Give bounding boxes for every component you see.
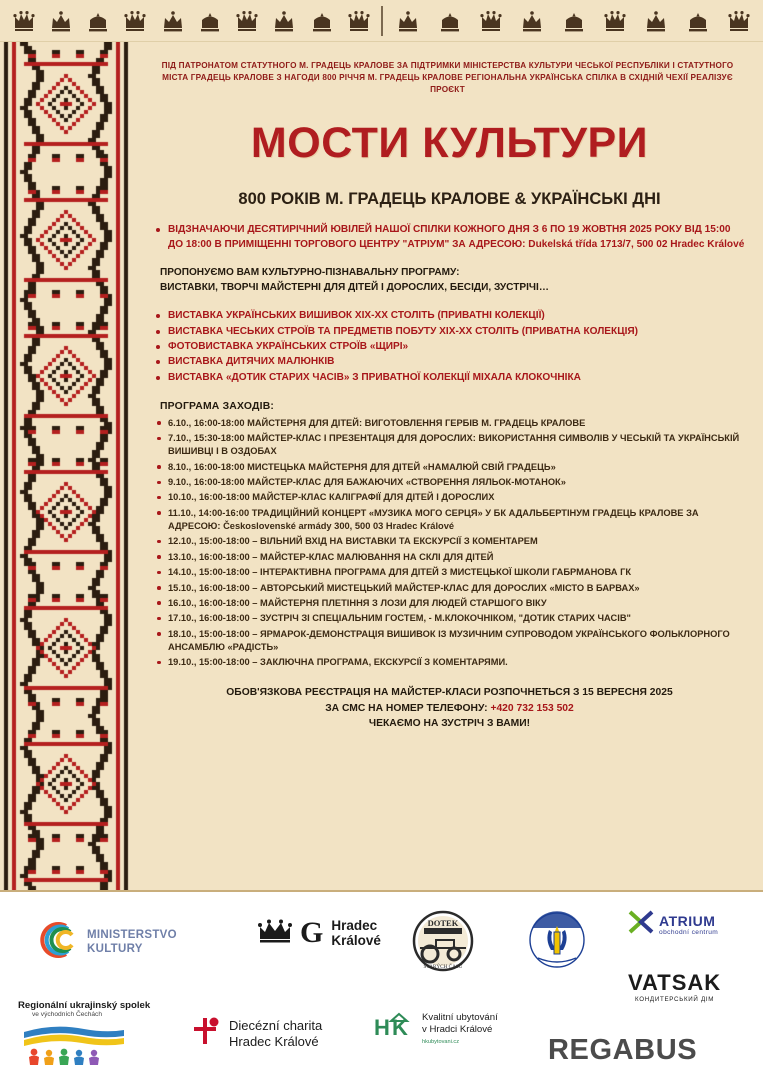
crown-icon — [13, 11, 33, 31]
vatsak-name: VATSAK — [628, 970, 722, 995]
crown-icon — [604, 11, 624, 31]
hradec-g-letter: G — [300, 915, 324, 949]
list-item: 9.10., 16:00-18:00 МАЙСТЕР-КЛАС ДЛЯ БАЖАЮЧИХ «СТВОРЕННЯ ЛЯЛЬОК-МОТАНОК» — [154, 476, 745, 489]
crown-icon — [645, 11, 665, 31]
dotek-sub-label: STARÝCH ČASŮ — [423, 964, 463, 970]
union-name: Regionální ukrajinský spolek — [18, 1000, 151, 1011]
svg-text:K: K — [392, 1015, 408, 1040]
atrium-name: ATRIUM — [659, 913, 716, 929]
union-figures-icon — [18, 1053, 130, 1070]
registration-line-3: ЧЕКАЄМО НА ЗУСТРІЧ З ВАМИ! — [368, 718, 531, 730]
phone-number: +420 732 153 502 — [490, 702, 574, 714]
dotek-label: DOTEK — [427, 918, 459, 928]
ministry-c-mark-icon — [36, 920, 80, 965]
crown-icon — [397, 11, 417, 31]
program-intro-section — [154, 266, 745, 295]
atrium-logo[interactable] — [628, 910, 718, 939]
intro-section — [154, 223, 745, 252]
crown-border-strip — [0, 0, 763, 42]
hradec-logo-text: Hradec Králové — [331, 918, 381, 949]
union-subtitle: ve východních Čechách — [32, 1011, 103, 1018]
crown-icon — [199, 11, 219, 31]
list-item: 7.10., 15:30-18:00 МАЙСТЕР-КЛАС І ПРЕЗЕНТАЦІЯ ДЛЯ ДОРОСЛИХ: ВИКОРИСТАННЯ СИМВОЛІВ У ЧЕСЬКІЙ ТА УКРАЇНСЬКІЙ ВИШИВЦІ І В ОЗДОБАХ — [154, 432, 745, 458]
crown-icon — [273, 11, 293, 31]
patronage-text: ПІД ПАТРОНАТОМ СТАТУТНОГО М. ГРАДЕЦЬ КРАЛОВЕ ЗА ПІДТРИМКИ МІНІСТЕРСТВА КУЛЬТУРИ ЧЕСЬКОЇ РЕСПУБЛІКИ І СТАТУТНОГО МІСТА ГРАДЕЦЬ КРАЛОВЕ З НАГОДИ 800 РІЧЧЯ М. ГРАДЕЦЬ КРАЛОВЕ РЕГІОНАЛЬНА УКРАЇНСЬКА СПІЛКА В СХІДНІЙ ЧЕХІЇ РЕАЛІЗУЄ ПРОЄКТ — [161, 61, 734, 94]
crown-group-left — [0, 0, 381, 41]
list-item: 16.10., 16:00-18:00 – МАЙСТЕРНЯ ПЛЕТІННЯ З ЛОЗИ ДЛЯ ЛЮДЕЙ СТАРШОГО ВІКУ — [154, 597, 745, 610]
crown-group-right — [383, 0, 763, 41]
program-heading: ПРОГРАМА ЗАХОДІВ: — [160, 400, 275, 412]
kvalitni-ubytovani-logo[interactable] — [372, 1010, 498, 1049]
list-item: ВИСТАВКА УКРАЇНСЬКИХ ВИШИВОК XIX-XX СТОЛІТЬ (ПРИВАТНІ КОЛЕКЦІЇ) — [154, 309, 745, 323]
regabus-name: REGABUS — [548, 1034, 698, 1066]
ukrainian-consulate-emblem[interactable] — [524, 910, 590, 981]
list-item: 15.10., 16:00-18:00 – АВТОРСЬКИЙ МИСТЕЦЬКИЙ МАЙСТЕР-КЛАС ДЛЯ ДОРОСЛИХ «МІСТО В БАРВАХ» — [154, 582, 745, 595]
kvalitni-text: Kvalitní ubytování v Hradci Králové hkubytovani.cz — [422, 1011, 498, 1046]
registration-note — [154, 685, 745, 731]
svg-text:H: H — [374, 1015, 390, 1040]
dotek-starych-casu-logo[interactable] — [406, 910, 480, 977]
registration-line-1: ОБОВ'ЯЗКОВА РЕЄСТРАЦІЯ НА МАЙСТЕР-КЛАСИ РОЗПОЧНЕТЬСЯ З 15 ВЕРЕСНЯ 2025 — [226, 687, 673, 699]
vatsak-logo[interactable] — [628, 970, 721, 1003]
poster-subtitle: 800 РОКІВ М. ГРАДЕЦЬ КРАЛОВЕ & УКРАЇНСЬКІ ДНІ — [238, 189, 661, 208]
list-item: ФОТОВИСТАВКА УКРАЇНСЬКИХ СТРОЇВ «ЩИРІ» — [154, 340, 745, 354]
crown-icon — [87, 11, 107, 31]
program-schedule-list — [154, 417, 745, 669]
hk-house-icon — [372, 1010, 414, 1049]
list-item: ВИСТАВКА «ДОТИК СТАРИХ ЧАСІВ» З ПРИВАТНОЇ КОЛЕКЦІЇ МІХАЛА КЛОКОЧНІКА — [154, 371, 745, 385]
hradec-kralove-logo[interactable] — [258, 915, 381, 949]
intro-bullet-list — [154, 223, 745, 252]
list-item: 10.10., 16:00-18:00 МАЙСТЕР-КЛАС КАЛІГРАФІЇ ДЛЯ ДІТЕЙ І ДОРОСЛИХ — [154, 491, 745, 504]
crown-icon — [563, 11, 583, 31]
charita-cross-icon — [190, 1016, 220, 1051]
list-item: 18.10., 15:00-18:00 – ЯРМАРОК-ДЕМОНСТРАЦІЯ ВИШИВОК ІЗ МУЗИЧНИМ СУПРОВОДОМ УКРАЇНСЬКОГО ФОЛЬКЛОРНОГО АНСАМБЛЮ «РАДІСТЬ» — [154, 628, 745, 654]
crown-strip-divider — [381, 6, 383, 36]
crown-icon — [521, 11, 541, 31]
crown-icon — [124, 11, 144, 31]
crown-icon — [439, 11, 459, 31]
list-item: 13.10., 16:00-18:00 – МАЙСТЕР-КЛАС МАЛЮВАННЯ НА СКЛІ ДЛЯ ДІТЕЙ — [154, 551, 745, 564]
list-item: 14.10., 15:00-18:00 – ІНТЕРАКТИВНА ПРОГРАМА ДЛЯ ДІТЕЙ З МИСТЕЦЬКОЇ ШКОЛИ ГАБРМАНОВА ГК — [154, 566, 745, 579]
list-item: 6.10., 16:00-18:00 МАЙСТЕРНЯ ДЛЯ ДІТЕЙ: ВИГОТОВЛЕННЯ ГЕРБІВ М. ГРАДЕЦЬ КРАЛОВЕ — [154, 417, 745, 430]
atrium-subtitle: obchodní centrum — [659, 929, 719, 936]
registration-line-2 — [154, 701, 745, 716]
regional-ukrainian-union-logo[interactable] — [18, 1000, 150, 1071]
list-item: 11.10., 14:00-16:00 ТРАДИЦІЙНИЙ КОНЦЕРТ «МУЗИКА МОГО СЕРЦЯ» У БК АДАЛЬБЕРТІНУМ ГРАДЕЦЬ КРАЛОВЕ ЗА АДРЕСОЮ: Československé armády 300, 500 03 Hradec Králové — [154, 507, 745, 533]
crown-icon — [687, 11, 707, 31]
crown-icon — [236, 11, 256, 31]
crown-icon — [50, 11, 70, 31]
page-title: МОСТИ КУЛЬТУРИ — [250, 118, 649, 167]
atrium-x-icon — [628, 910, 654, 939]
list-item: ВИСТАВКА ЧЕСЬКИХ СТРОЇВ ТА ПРЕДМЕТІВ ПОБУТУ XIX-XX СТОЛІТЬ (ПРИВАТНА КОЛЕКЦІЯ) — [154, 325, 745, 339]
sms-label: ЗА СМС НА НОМЕР ТЕЛЕФОНУ: — [325, 702, 491, 714]
crown-icon — [480, 11, 500, 31]
regabus-logo[interactable] — [548, 1034, 697, 1067]
exhibition-bullet-list — [154, 309, 745, 385]
list-item: 12.10., 15:00-18:00 – ВІЛЬНИЙ ВХІД НА ВИСТАВКИ ТА ЕКСКУРСІЇ З КОМЕНТАРЕМ — [154, 535, 745, 548]
list-item: ВІДЗНАЧАЮЧИ ДЕСЯТИРІЧНИЙ ЮВІЛЕЙ НАШОЇ СПІЛКИ КОЖНОГО ДНЯ З 6 ПО 19 ЖОВТНЯ 2025 РОКУ ВІД 15:00 ДО 18:00 В ПРИМІЩЕННІ ТОРГОВОГО ЦЕНТРУ "АТРІУМ" ЗА АДРЕСОЮ: Dukelská třída 1713/7, 500 02 Hradec Králové — [154, 223, 745, 252]
list-item: 19.10., 15:00-18:00 – ЗАКЛЮЧНА ПРОГРАМА, ЕКСКУРСІЇ З КОМЕНТАРЯМИ. — [154, 656, 745, 669]
embroidery-border-pattern — [0, 42, 132, 890]
list-item: 17.10., 16:00-18:00 – ЗУСТРІЧ ЗІ СПЕЦІАЛЬНИМ ГОСТЕМ, - М.КЛОКОЧНІКОМ, "ДОТИК СТАРИХ ЧАСІВ" — [154, 612, 745, 625]
ministry-of-culture-logo[interactable] — [36, 920, 177, 965]
list-item: 8.10., 16:00-18:00 МИСТЕЦЬКА МАЙСТЕРНЯ ДЛЯ ДІТЕЙ «НАМАЛЮЙ СВІЙ ГРАДЕЦЬ» — [154, 461, 745, 474]
program-intro-line-2: ВИСТАВКИ, ТВОРЧІ МАЙСТЕРНІ ДЛЯ ДІТЕЙ І ДОРОСЛИХ, БЕСІДИ, ЗУСТРІЧІ… — [160, 281, 549, 293]
crown-icon — [311, 11, 331, 31]
ministry-logo-text: MINISTERSTVO KULTURY — [87, 929, 177, 955]
program-intro-line-1: ПРОПОНУЄМО ВАМ КУЛЬТУРНО-ПІЗНАВАЛЬНУ ПРОГРАМУ: — [160, 266, 460, 278]
diecezni-charita-logo[interactable] — [190, 1016, 322, 1051]
list-item: ВИСТАВКА ДИТЯЧИХ МАЛЮНКІВ — [154, 355, 745, 369]
crown-icon — [728, 11, 748, 31]
sponsor-logo-band — [0, 890, 763, 1080]
charita-text: Diecézní charita Hradec Králové — [229, 1017, 323, 1049]
crown-icon — [348, 11, 368, 31]
exhibitions-section — [154, 309, 745, 385]
poster-content — [132, 42, 763, 890]
hradec-crown-icon — [258, 919, 292, 948]
crown-icon — [162, 11, 182, 31]
vatsak-subtitle: КОНДИТЕРСЬКИЙ ДІМ — [635, 996, 715, 1003]
